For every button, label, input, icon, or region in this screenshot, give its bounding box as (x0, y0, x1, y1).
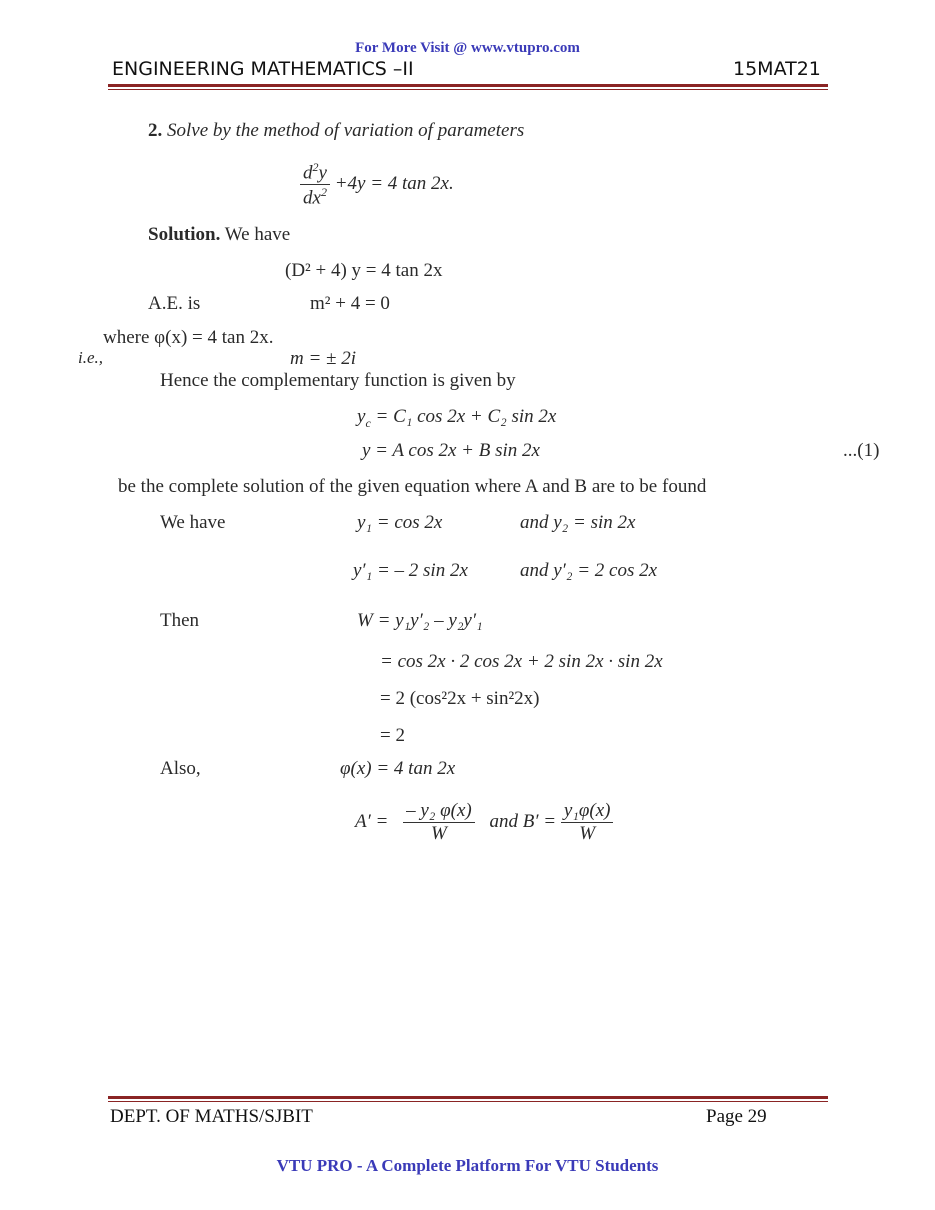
wronskian-step-1: = cos 2x · 2 cos 2x + 2 sin 2x · sin 2x (380, 651, 663, 672)
vtu-banner[interactable]: VTU PRO - A Complete Platform For VTU Students (276, 1156, 659, 1175)
y2-definition: and y₂ = sin 2x (520, 512, 636, 533)
ie-label: i.e., (78, 348, 104, 367)
problem-equation (300, 160, 454, 210)
footer-rule-top (108, 1096, 828, 1099)
derivative-fraction: $\frac{d^2y}{dx^2}$ (300, 160, 330, 210)
a-prime-fraction (403, 800, 475, 845)
yc-rhs: = C₁ cos 2x + C₂ sin 2x (375, 406, 557, 427)
then-label: Then (160, 610, 200, 631)
cf-text: Hence the complementary function is given by (160, 370, 516, 391)
operator-equation: (D² + 4) y = 4 tan 2x (285, 260, 443, 281)
course-title: ENGINEERING MATHEMATICS –II (112, 58, 414, 80)
also-label: Also, (160, 758, 201, 779)
roots: m = ± 2i (290, 348, 356, 369)
a-prime-denominator: W (431, 823, 447, 844)
equation-rhs: +4y = 4 tan 2x. (334, 173, 454, 195)
b-prime-lhs: and B′ = (489, 810, 557, 832)
phi-value: φ(x) = 4 tan 2x (340, 758, 456, 779)
a-prime-numerator: – y₂ φ(x) (403, 800, 475, 823)
solution-we-have: We have (224, 224, 291, 245)
wronskian-step-2: = 2 (cos²2x + sin²2x) (380, 688, 540, 709)
course-code: 15MAT21 (733, 58, 821, 80)
derivative-numerator: d (303, 162, 313, 184)
phi-definition: where φ(x) = 4 tan 2x. (103, 327, 274, 348)
a-prime-lhs: A′ = (355, 810, 389, 832)
we-have-label: We have (160, 512, 226, 533)
wronskian-definition: W = y₁y′₂ – y₂y′₁ (357, 610, 483, 631)
solution-heading (148, 224, 290, 246)
ae-label: A.E. is (148, 293, 201, 314)
b-prime-numerator: y₁φ(x) (561, 800, 614, 823)
derivative-denominator: dx (303, 187, 321, 209)
footer-rule-bottom (108, 1101, 828, 1102)
b-prime-denominator: W (579, 823, 596, 844)
yc-symbol: y (357, 406, 366, 427)
b-prime-fraction (561, 800, 614, 845)
equation-tag: ...(1) (843, 440, 880, 461)
problem-statement: Solve by the method of variation of parameters (167, 120, 525, 141)
website-banner[interactable]: For More Visit @ www.vtupro.com (355, 40, 580, 56)
page-number: Page 29 (706, 1106, 767, 1127)
auxiliary-equation: m² + 4 = 0 (310, 293, 390, 314)
complete-solution-text: be the complete solution of the given equation where A and B are to be found (118, 476, 707, 497)
complementary-function: $y_c = C_1$ cos 2x + C₂ sin 2x (357, 406, 557, 430)
y2-prime: and y′₂ = 2 cos 2x (520, 560, 658, 581)
header-rule-top (108, 84, 828, 87)
parameter-derivatives (355, 800, 613, 845)
header-rule-bottom (108, 89, 828, 90)
general-solution: y = A cos 2x + B sin 2x (362, 440, 540, 461)
y1-definition: y₁ = cos 2x (357, 512, 443, 533)
problem-line (148, 120, 524, 142)
solution-label: Solution. (148, 224, 221, 245)
y1-prime: y′₁ = – 2 sin 2x (353, 560, 468, 581)
problem-number: 2. (148, 120, 163, 141)
department-label: DEPT. OF MATHS/SJBIT (110, 1106, 313, 1127)
wronskian-result: = 2 (380, 725, 405, 746)
